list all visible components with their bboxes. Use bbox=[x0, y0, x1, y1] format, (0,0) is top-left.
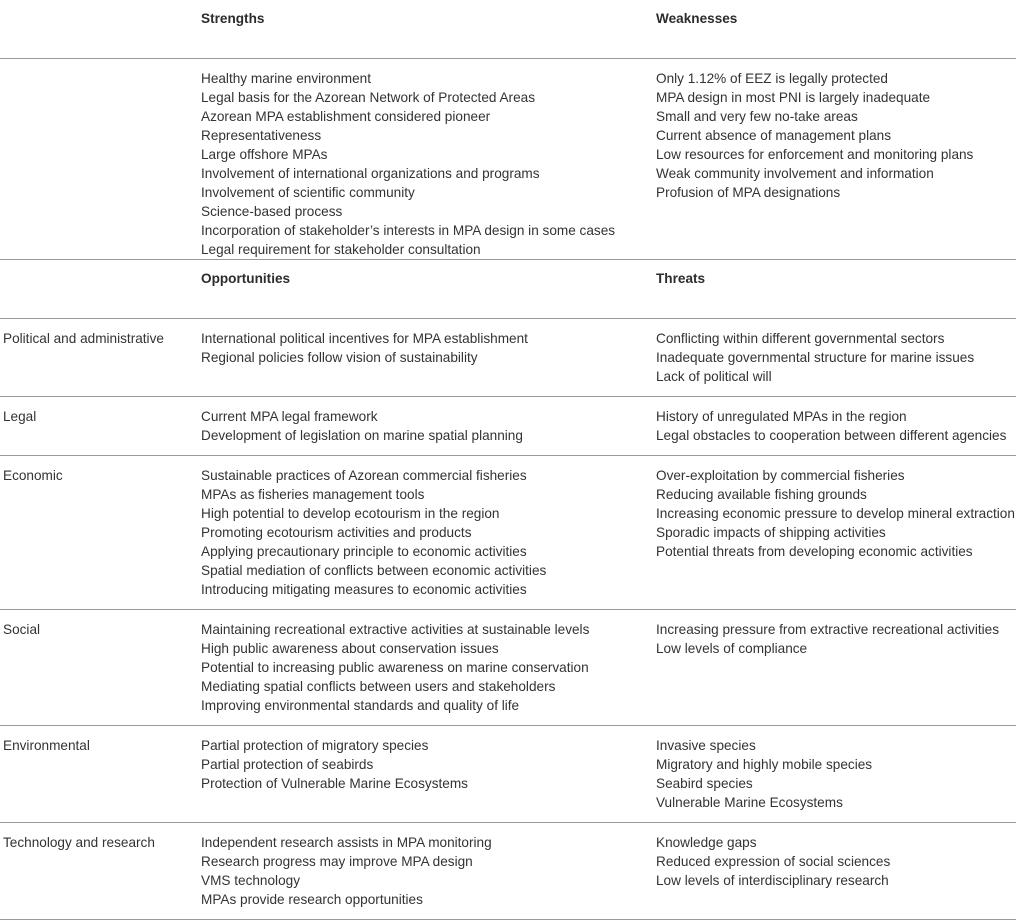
sw-header-empty bbox=[0, 0, 201, 9]
opportunity-item: Protection of Vulnerable Marine Ecosystems bbox=[201, 776, 468, 791]
threat-item: Reduced expression of social sciences bbox=[656, 854, 891, 869]
threat-item: Seabird species bbox=[656, 776, 753, 791]
opportunity-item: High potential to develop ecotourism in the region bbox=[201, 506, 500, 521]
opportunity-item: Development of legislation on marine spatial planning bbox=[201, 428, 523, 443]
opportunity-item: Independent research assists in MPA monitoring bbox=[201, 835, 492, 850]
strengths-list bbox=[201, 69, 656, 259]
strength-item: Involvement of international organizations and programs bbox=[201, 166, 540, 181]
threats-cell bbox=[656, 610, 1016, 725]
threats-cell bbox=[656, 823, 1016, 919]
strength-item: Incorporation of stakeholder’s interests in MPA design in some cases bbox=[201, 223, 616, 238]
weakness-item: Small and very few no-take areas bbox=[656, 109, 858, 124]
ot-rows bbox=[0, 319, 1016, 920]
threats-cell bbox=[656, 397, 1016, 455]
opportunity-item: Introducing mitigating measures to economic activities bbox=[201, 582, 527, 597]
category-label: Environmental bbox=[3, 738, 90, 753]
sw-body-empty bbox=[0, 69, 201, 259]
opportunity-item: Mediating spatial conflicts between users and stakeholders bbox=[201, 679, 556, 694]
opportunity-item: Research progress may improve MPA design bbox=[201, 854, 473, 869]
opportunity-item: Regional policies follow vision of sustainability bbox=[201, 350, 478, 365]
threat-item: Conflicting within different governmental sectors bbox=[656, 331, 945, 346]
opportunity-item: Current MPA legal framework bbox=[201, 409, 378, 424]
opportunity-item: Partial protection of seabirds bbox=[201, 757, 374, 772]
opportunity-item: VMS technology bbox=[201, 873, 300, 888]
table-row bbox=[0, 823, 1016, 920]
category-label: Economic bbox=[3, 468, 63, 483]
opportunities-cell bbox=[201, 823, 656, 919]
threats-cell bbox=[656, 456, 1016, 609]
weakness-item: Weak community involvement and information bbox=[656, 166, 934, 181]
opportunity-item: High public awareness about conservation issues bbox=[201, 641, 499, 656]
weakness-item: Current absence of management plans bbox=[656, 128, 892, 143]
category-label: Technology and research bbox=[3, 835, 155, 850]
opportunity-item: Improving environmental standards and quality of life bbox=[201, 698, 520, 713]
threat-item: History of unregulated MPAs in the region bbox=[656, 409, 907, 424]
ot-header-row bbox=[0, 260, 1016, 319]
threat-item: Migratory and highly mobile species bbox=[656, 757, 873, 772]
threat-item: Knowledge gaps bbox=[656, 835, 757, 850]
table-row bbox=[0, 319, 1016, 397]
weaknesses-list bbox=[656, 69, 1016, 259]
weakness-item: Profusion of MPA designations bbox=[656, 185, 841, 200]
threat-item: Sporadic impacts of shipping activities bbox=[656, 525, 886, 540]
category-label: Political and administrative bbox=[3, 331, 164, 346]
opportunities-cell bbox=[201, 610, 656, 725]
weaknesses-header: Weaknesses bbox=[656, 11, 738, 26]
threat-item: Legal obstacles to cooperation between different agencies bbox=[656, 428, 1007, 443]
threat-item: Potential threats from developing economic activities bbox=[656, 544, 973, 559]
strength-item: Azorean MPA establishment considered pioneer bbox=[201, 109, 491, 124]
opportunities-cell bbox=[201, 319, 656, 396]
strengths-header: Strengths bbox=[201, 11, 265, 26]
opportunities-cell bbox=[201, 726, 656, 822]
weakness-item: MPA design in most PNI is largely inadequate bbox=[656, 90, 931, 105]
opportunities-header: Opportunities bbox=[201, 271, 291, 286]
strength-item: Large offshore MPAs bbox=[201, 147, 328, 162]
threat-item: Increasing economic pressure to develop mineral extraction bbox=[656, 506, 1015, 521]
threat-item: Low levels of compliance bbox=[656, 641, 808, 656]
category-label: Social bbox=[3, 622, 41, 637]
weakness-item: Only 1.12% of EEZ is legally protected bbox=[656, 71, 888, 86]
table-row bbox=[0, 397, 1016, 456]
table-row bbox=[0, 456, 1016, 610]
sw-header-row bbox=[0, 0, 1016, 59]
opportunity-item: Applying precautionary principle to economic activities bbox=[201, 544, 527, 559]
strength-item: Involvement of scientific community bbox=[201, 185, 415, 200]
strength-item: Science-based process bbox=[201, 204, 343, 219]
threat-item: Low levels of interdisciplinary research bbox=[656, 873, 889, 888]
strength-item: Legal requirement for stakeholder consultation bbox=[201, 242, 481, 257]
strength-item: Legal basis for the Azorean Network of Protected Areas bbox=[201, 90, 535, 105]
opportunities-cell bbox=[201, 456, 656, 609]
threat-item: Over-exploitation by commercial fisheries bbox=[656, 468, 905, 483]
opportunity-item: MPAs as fisheries management tools bbox=[201, 487, 425, 502]
weakness-item: Low resources for enforcement and monitoring plans bbox=[656, 147, 974, 162]
opportunity-item: Partial protection of migratory species bbox=[201, 738, 429, 753]
strength-item: Healthy marine environment bbox=[201, 71, 372, 86]
opportunity-item: Promoting ecotourism activities and products bbox=[201, 525, 472, 540]
category-label: Legal bbox=[3, 409, 37, 424]
threats-cell bbox=[656, 726, 1016, 822]
threat-item: Invasive species bbox=[656, 738, 756, 753]
ot-header-empty bbox=[0, 260, 201, 269]
table-row bbox=[0, 610, 1016, 726]
table-row bbox=[0, 726, 1016, 823]
threat-item: Lack of political will bbox=[656, 369, 772, 384]
threat-item: Reducing available fishing grounds bbox=[656, 487, 867, 502]
opportunity-item: Spatial mediation of conflicts between economic activities bbox=[201, 563, 547, 578]
strength-item: Representativeness bbox=[201, 128, 322, 143]
opportunity-item: International political incentives for MPA establishment bbox=[201, 331, 528, 346]
opportunity-item: Maintaining recreational extractive activities at sustainable levels bbox=[201, 622, 590, 637]
opportunities-cell bbox=[201, 397, 656, 455]
threat-item: Increasing pressure from extractive recreational activities bbox=[656, 622, 1000, 637]
opportunity-item: Potential to increasing public awareness on marine conservation bbox=[201, 660, 589, 675]
opportunity-item: Sustainable practices of Azorean commercial fisheries bbox=[201, 468, 527, 483]
threats-header: Threats bbox=[656, 271, 706, 286]
threat-item: Vulnerable Marine Ecosystems bbox=[656, 795, 843, 810]
threat-item: Inadequate governmental structure for marine issues bbox=[656, 350, 975, 365]
threats-cell bbox=[656, 319, 1016, 396]
sw-body-row bbox=[0, 59, 1016, 260]
opportunity-item: MPAs provide research opportunities bbox=[201, 892, 423, 907]
